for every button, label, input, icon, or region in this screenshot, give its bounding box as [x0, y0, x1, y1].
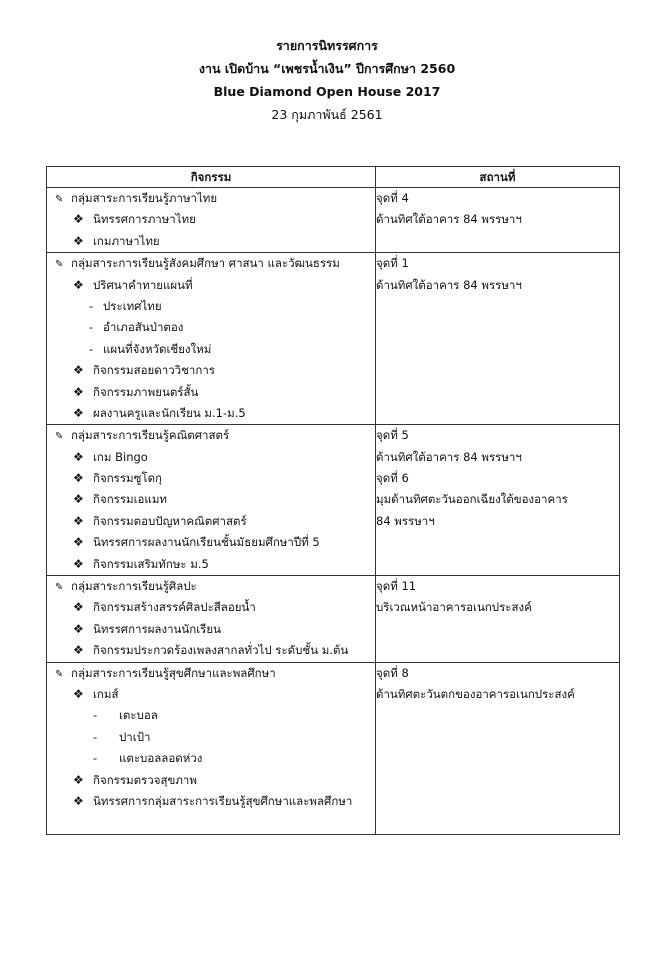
- pencil-icon: ✎: [55, 668, 64, 680]
- group-name: กลุ่มสาระการเรียนรู้คณิตศาสตร์: [71, 428, 230, 443]
- diamond-bullet-icon: ❖: [73, 556, 84, 571]
- place-line: จุดที่ 4: [376, 191, 409, 205]
- activity-cell: [47, 425, 376, 576]
- activity-sub-item: [47, 727, 375, 748]
- activity-label: กิจกรรมสอยดาววิชาการ: [93, 363, 215, 378]
- place-line: จุดที่ 11: [376, 579, 417, 594]
- diamond-bullet-icon: ❖: [73, 384, 84, 399]
- pencil-icon: ✎: [55, 259, 64, 271]
- table-row: [47, 576, 620, 663]
- diamond-bullet-icon: ❖: [73, 449, 84, 464]
- pencil-icon: ✎: [55, 582, 64, 594]
- activity-sub-item: [47, 317, 375, 338]
- table-row: [47, 188, 620, 253]
- place-cell: [376, 425, 620, 576]
- table-header-row: [47, 167, 620, 188]
- activity-label: เกมส์: [93, 686, 119, 701]
- place-line: มุมด้านทิศตะวันออกเฉียงใต้ของอาคาร: [376, 492, 568, 507]
- pencil-icon: ✎: [55, 194, 64, 205]
- activity-label: เกมภาษาไทย: [93, 233, 160, 248]
- activity-label: กิจกรรมตอบปัญหาคณิตศาสตร์: [93, 513, 247, 528]
- activity-sub-item: [47, 705, 375, 726]
- diamond-bullet-icon: ❖: [73, 643, 84, 658]
- sub-item-label: อำเภอสันป่าตอง: [103, 320, 184, 335]
- place-cell: [376, 662, 620, 834]
- sub-item-label: เตะบอล: [119, 708, 158, 723]
- activity-cell: [47, 253, 376, 425]
- group-heading: [47, 576, 375, 597]
- document-header: [0, 34, 654, 126]
- diamond-bullet-icon: ❖: [73, 686, 84, 701]
- event-english-title: Blue Diamond Open House 2017: [213, 84, 441, 99]
- activity-item: [47, 275, 375, 296]
- activity-label: นิทรรศการกลุ่มสาระการเรียนรู้สุขศึกษาและพลศึกษา: [93, 793, 353, 808]
- activity-item: [47, 597, 375, 618]
- dash-bullet: -: [93, 708, 98, 723]
- activity-item: [47, 468, 375, 489]
- activity-item: [47, 640, 375, 661]
- activity-sub-item: [47, 339, 375, 360]
- place-line: ด้านทิศใต้อาคาร 84 พรรษาฯ: [376, 212, 522, 227]
- group-name: กลุ่มสาระการเรียนรู้สังคมศึกษา ศาสนา และวัฒนธรรม: [71, 256, 340, 271]
- diamond-bullet-icon: ❖: [73, 363, 84, 378]
- column-header-activity: กิจกรรม: [47, 167, 376, 188]
- place-cell: [376, 576, 620, 663]
- diamond-bullet-icon: ❖: [73, 471, 84, 486]
- dash-bullet: -: [89, 298, 94, 313]
- diamond-bullet-icon: ❖: [73, 621, 84, 636]
- activity-label: กิจกรรมเอแมท: [93, 492, 168, 507]
- activity-item: [47, 554, 375, 575]
- diamond-bullet-icon: ❖: [73, 233, 84, 248]
- activity-label: กิจกรรมเสริมทักษะ ม.5: [93, 556, 209, 571]
- place-cell: [376, 253, 620, 425]
- activity-item: [47, 489, 375, 510]
- place-line: จุดที่ 6: [376, 471, 409, 486]
- place-line: ด้านทิศใต้อาคาร 84 พรรษาฯ: [376, 449, 522, 464]
- activity-item: [47, 532, 375, 553]
- activity-item: [47, 770, 375, 791]
- place-line: บริเวณหน้าอาคารอเนกประสงค์: [376, 600, 532, 615]
- blank-line: [47, 812, 375, 833]
- group-name: กลุ่มสาระการเรียนรู้ภาษาไทย: [71, 191, 218, 205]
- activity-cell: [47, 662, 376, 834]
- diamond-bullet-icon: ❖: [73, 492, 84, 507]
- column-header-place: สถานที่: [376, 167, 620, 188]
- place-line: 84 พรรษาฯ: [376, 513, 435, 528]
- event-title: งาน เปิดบ้าน “เพชรน้ำเงิน” ปีการศึกษา 2560: [198, 61, 456, 76]
- activity-label: ผลงานครูและนักเรียน ม.1-ม.5: [93, 405, 246, 420]
- activity-item: [47, 382, 375, 403]
- diamond-bullet-icon: ❖: [73, 535, 84, 550]
- activity-cell: [47, 188, 376, 253]
- diamond-bullet-icon: ❖: [73, 772, 84, 787]
- activity-label: นิทรรศการผลงานนักเรียน: [93, 621, 221, 636]
- pencil-icon: ✎: [55, 431, 64, 443]
- activity-label: กิจกรรมประกวดร้องเพลงสากลทั่วไป ระดับชั้น ม.ต้น: [93, 643, 349, 658]
- group-heading: [47, 425, 375, 446]
- place-line: ด้านทิศตะวันตกของอาคารอเนกประสงค์: [376, 686, 575, 701]
- place-cell: [376, 188, 620, 253]
- activity-label: นิทรรศการภาษาไทย: [93, 212, 196, 227]
- diamond-bullet-icon: ❖: [73, 793, 84, 808]
- activity-label: กิจกรรมซูโดกุ: [93, 471, 163, 486]
- table-row: [47, 662, 620, 834]
- group-name: กลุ่มสาระการเรียนรู้ศิลปะ: [71, 579, 197, 594]
- dash-bullet: -: [93, 751, 98, 766]
- group-heading: [47, 253, 375, 274]
- document-title: รายการนิทรรศการ: [276, 38, 378, 53]
- table-body: [47, 188, 620, 835]
- sub-item-label: แตะบอลลอดห่วง: [119, 751, 203, 766]
- activity-item: [47, 231, 375, 252]
- activity-item: [47, 403, 375, 424]
- diamond-bullet-icon: ❖: [73, 405, 84, 420]
- exhibition-table: [46, 166, 620, 835]
- activity-label: ปริศนาคำทายแผนที่: [93, 277, 193, 292]
- activity-label: กิจกรรมสร้างสรรค์ศิลปะสีลอยน้ำ: [93, 600, 256, 615]
- diamond-bullet-icon: ❖: [73, 513, 84, 528]
- activity-label: กิจกรรมตรวจสุขภาพ: [93, 772, 197, 787]
- place-line: จุดที่ 5: [376, 428, 409, 443]
- activity-item: [47, 447, 375, 468]
- activity-item: [47, 684, 375, 705]
- place-line: ด้านทิศใต้อาคาร 84 พรรษาฯ: [376, 277, 522, 292]
- activity-label: นิทรรศการผลงานนักเรียนชั้นมัธยมศึกษาปีที่ 5: [93, 535, 320, 550]
- activity-item: [47, 209, 375, 230]
- activity-item: [47, 619, 375, 640]
- sub-item-label: ปาเป้า: [119, 729, 151, 744]
- event-date: 23 กุมภาพันธ์ 2561: [271, 107, 383, 122]
- diamond-bullet-icon: ❖: [73, 277, 84, 292]
- sub-item-label: แผนที่จังหวัดเชียงใหม่: [103, 341, 212, 356]
- dash-bullet: -: [93, 729, 98, 744]
- diamond-bullet-icon: ❖: [73, 212, 84, 227]
- activity-sub-item: [47, 296, 375, 317]
- group-heading: [47, 663, 375, 684]
- table-row: [47, 253, 620, 425]
- sub-item-label: ประเทศไทย: [103, 298, 162, 313]
- place-line: จุดที่ 1: [376, 256, 409, 271]
- dash-bullet: -: [89, 341, 94, 356]
- dash-bullet: -: [89, 320, 94, 335]
- activity-cell: [47, 576, 376, 663]
- activity-label: เกม Bingo: [93, 449, 148, 464]
- place-line: จุดที่ 8: [376, 665, 409, 680]
- activity-sub-item: [47, 748, 375, 769]
- diamond-bullet-icon: ❖: [73, 600, 84, 615]
- group-name: กลุ่มสาระการเรียนรู้สุขศึกษาและพลศึกษา: [71, 665, 276, 680]
- table-row: [47, 425, 620, 576]
- activity-item: [47, 791, 375, 812]
- activity-label: กิจกรรมภาพยนตร์สั้น: [93, 384, 199, 399]
- group-heading: [47, 188, 375, 209]
- activity-item: [47, 360, 375, 381]
- activity-item: [47, 511, 375, 532]
